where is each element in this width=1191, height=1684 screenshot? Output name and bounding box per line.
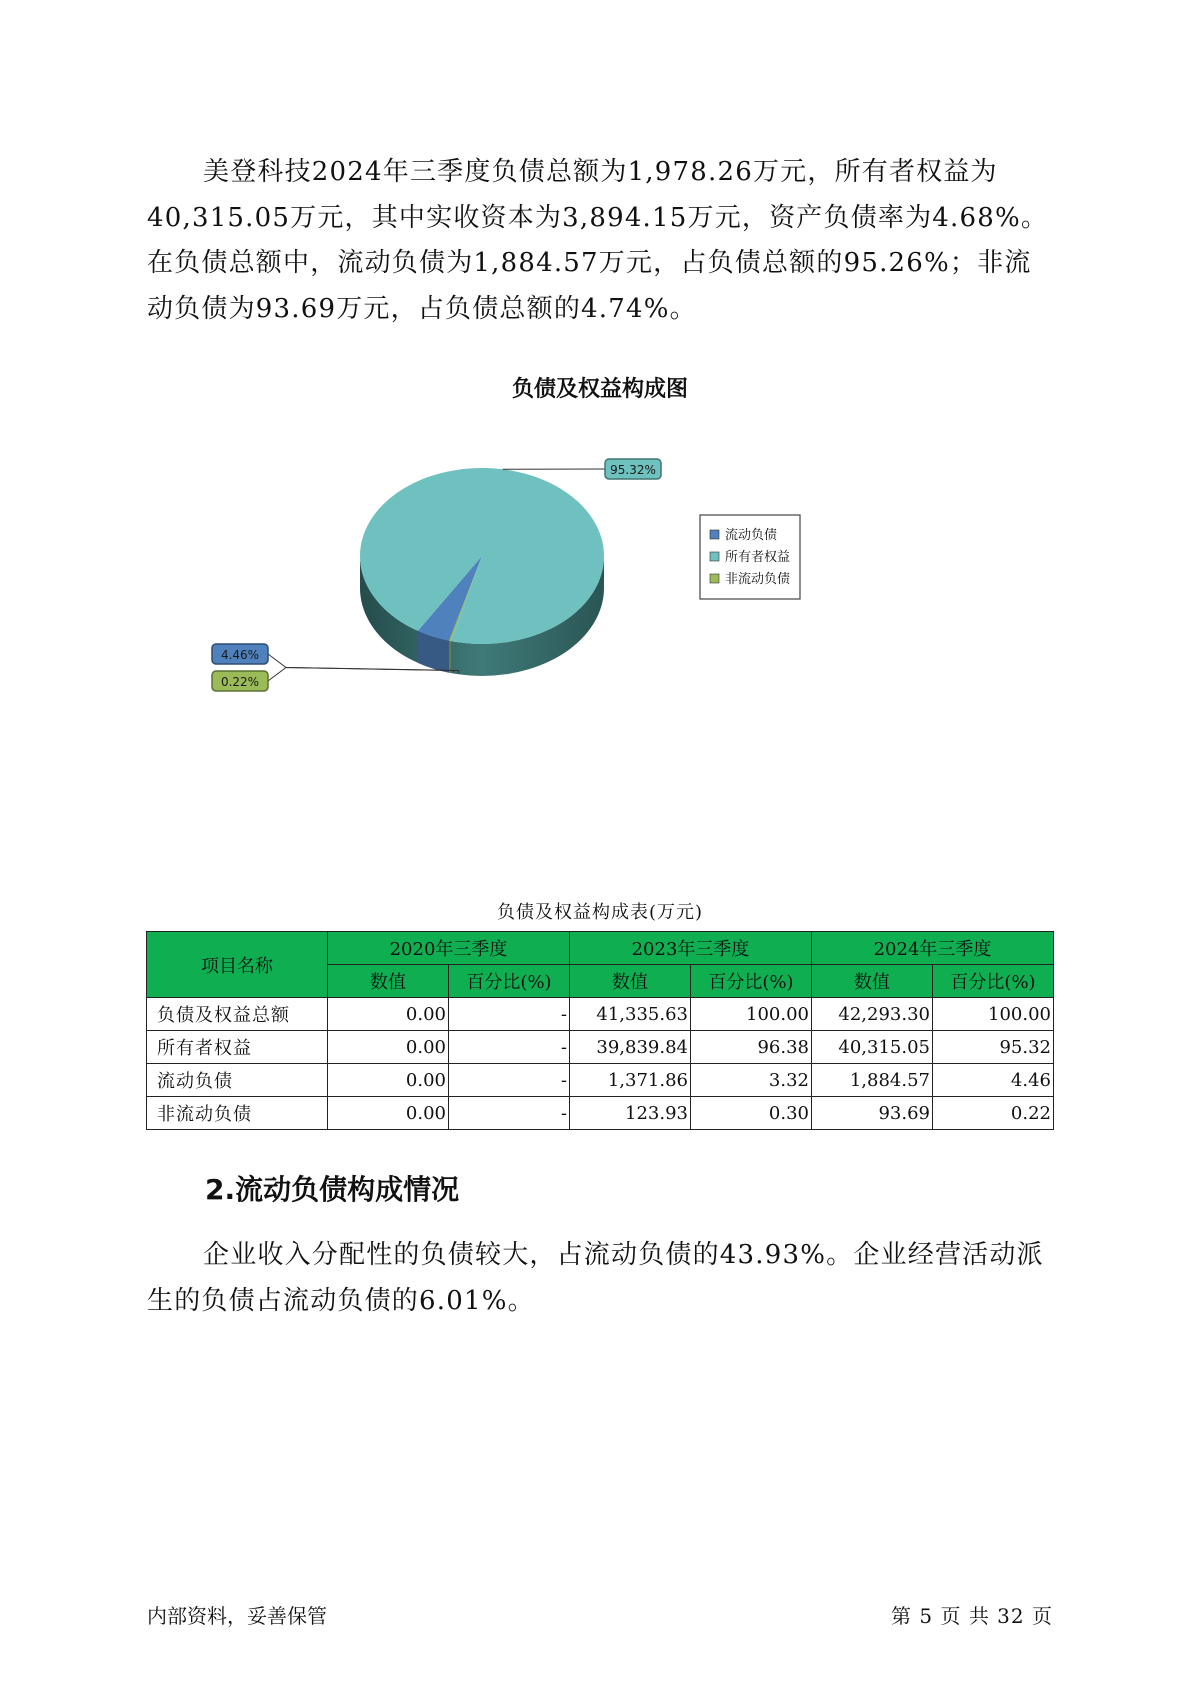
table-row [147, 1064, 1054, 1097]
table-row [147, 998, 1054, 1031]
table-cell: 3.32 [691, 1064, 812, 1097]
table-cell: 100.00 [933, 998, 1054, 1031]
table-cell: 1,371.86 [570, 1064, 691, 1097]
header-percent: 百分比(%) [933, 965, 1054, 998]
table-cell: 123.93 [570, 1097, 691, 1130]
chart-legend [700, 515, 800, 599]
header-percent: 百分比(%) [449, 965, 570, 998]
table-cell: 42,293.30 [812, 998, 933, 1031]
header-value: 数值 [812, 965, 933, 998]
pie-chart [0, 0, 1191, 760]
table-cell: 95.32 [933, 1031, 1054, 1064]
table-cell: 1,884.57 [812, 1064, 933, 1097]
data-label: 0.22% [220, 675, 260, 689]
legend-label: 非流动负债 [725, 572, 791, 587]
table-cell: 0.30 [691, 1097, 812, 1130]
table-header-row [147, 932, 1054, 965]
table-cell: 0.22 [933, 1097, 1054, 1130]
footer-page-number: 第 5 页 共 32 页 [891, 1604, 1053, 1628]
table-cell: 0.00 [328, 1097, 449, 1130]
table-cell: 0.00 [328, 1064, 449, 1097]
header-period: 2020年三季度 [328, 932, 570, 965]
table-cell: 0.00 [328, 1031, 449, 1064]
row-label: 所有者权益 [147, 1031, 328, 1064]
table-cell: 93.69 [812, 1097, 933, 1130]
legend-label: 流动负债 [725, 528, 778, 543]
header-percent: 百分比(%) [691, 965, 812, 998]
row-label: 流动负债 [147, 1064, 328, 1097]
header-value: 数值 [570, 965, 691, 998]
data-label: 95.32% [610, 463, 656, 477]
table-cell: 40,315.05 [812, 1031, 933, 1064]
chart-title: 负债及权益构成图 [511, 377, 688, 402]
table-cell: 41,335.63 [570, 998, 691, 1031]
footer-confidential-note: 内部资料，妥善保管 [147, 1604, 327, 1628]
table-caption: 负债及权益构成表(万元) [496, 902, 704, 923]
legend-swatch [710, 552, 719, 561]
table-cell: - [449, 1031, 570, 1064]
table-cell: 39,839.84 [570, 1031, 691, 1064]
header-item-name: 项目名称 [147, 932, 328, 998]
current-liabilities-paragraph: 企业收入分配性的负债较大，占流动负债的43.93%。企业经营活动派生的负债占流动负债的6.01%。 [147, 1240, 1044, 1316]
table-row [147, 1097, 1054, 1130]
row-label: 负债及权益总额 [147, 998, 328, 1031]
liability-equity-table [146, 931, 1054, 1130]
table-cell: - [449, 1097, 570, 1130]
header-value: 数值 [328, 965, 449, 998]
table-cell: 96.38 [691, 1031, 812, 1064]
pie-slice-side [449, 641, 451, 673]
table-cell: - [449, 998, 570, 1031]
table-cell: 100.00 [691, 998, 812, 1031]
pie-slice [360, 468, 604, 644]
legend-swatch [710, 574, 719, 583]
legend-swatch [710, 530, 719, 539]
data-label: 4.46% [220, 648, 260, 662]
section-heading: 2.流动负债构成情况 [205, 1173, 460, 1206]
legend-label: 所有者权益 [725, 550, 791, 565]
row-label: 非流动负债 [147, 1097, 328, 1130]
header-period: 2024年三季度 [812, 932, 1054, 965]
table-row [147, 1031, 1054, 1064]
header-period: 2023年三季度 [570, 932, 812, 965]
table-cell: - [449, 1064, 570, 1097]
leader-line [268, 668, 459, 682]
table-cell: 4.46 [933, 1064, 1054, 1097]
summary-paragraph: 美登科技2024年三季度负债总额为1,978.26万元，所有者权益为40,315.05万元，其中实收资本为3,894.15万元，资产负债率为4.68%。在负债总额中，流动负债为1,884.57万元，占负债总额的95.26%；非流动负债为93.69万元，占负债总额的4.74%。 [147, 157, 1049, 324]
table-cell: 0.00 [328, 998, 449, 1031]
